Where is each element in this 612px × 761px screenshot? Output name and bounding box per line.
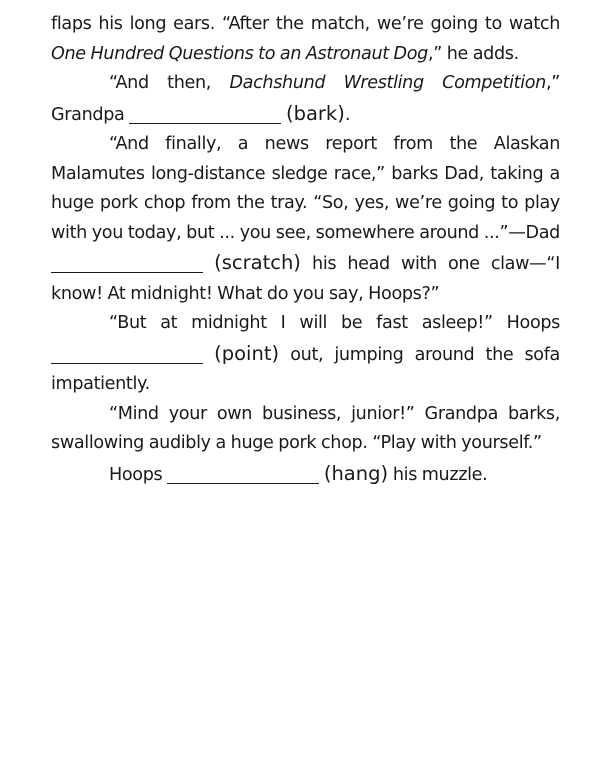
paragraph-2 xyxy=(51,69,560,130)
answer-blank-scratch[interactable] xyxy=(51,252,203,273)
verb-hint-bark: (bark) xyxy=(285,101,345,125)
italic-title: One Hundred Questions to an Astronaut Dog xyxy=(51,43,428,64)
text: ,” Grandpa xyxy=(51,73,561,125)
italic-title: Dachshund Wrestling Competition xyxy=(229,73,546,93)
paragraph-3 xyxy=(51,130,560,309)
paragraph-1 xyxy=(51,10,560,69)
text: his muzzle. xyxy=(388,464,488,485)
verb-hint-scratch: (scratch) xyxy=(214,251,301,274)
text: “Mind your own business, junior!” Grandpa barks, swallowing audibly a huge pork chop. “Play with yourself.” xyxy=(51,403,560,453)
answer-blank-point[interactable] xyxy=(51,343,203,364)
answer-blank-bark[interactable] xyxy=(129,103,281,124)
text: his head with one claw—“I know! At midnight! What do you say, Hoops?” xyxy=(51,254,560,304)
verb-hint-hang: (hang) xyxy=(323,461,389,485)
text: . xyxy=(344,104,351,125)
text: “But at midnight I will be fast asleep!” Hoops xyxy=(109,313,560,333)
text: “And then, xyxy=(109,73,230,93)
paragraph-4 xyxy=(51,309,560,400)
text: out, jumping around the sofa impatiently. xyxy=(51,344,560,394)
paragraph-6 xyxy=(51,459,560,491)
text: Hoops xyxy=(109,464,168,485)
document-page xyxy=(51,10,560,490)
text: ,” he adds. xyxy=(427,43,519,64)
text: flaps his long ears. “After the match, we’re going to watch xyxy=(51,14,560,34)
text: “And finally, a news report from the Alaskan Malamutes long-distance sledge race,” barks Dad, taking a huge pork chop from the tray. “So, yes, we’re going to play with you today, but ... you see, somewhere around ...”—Dad xyxy=(51,134,560,243)
answer-blank-hang[interactable] xyxy=(167,463,319,484)
verb-hint-point: (point) xyxy=(214,341,280,365)
paragraph-5 xyxy=(51,400,560,459)
